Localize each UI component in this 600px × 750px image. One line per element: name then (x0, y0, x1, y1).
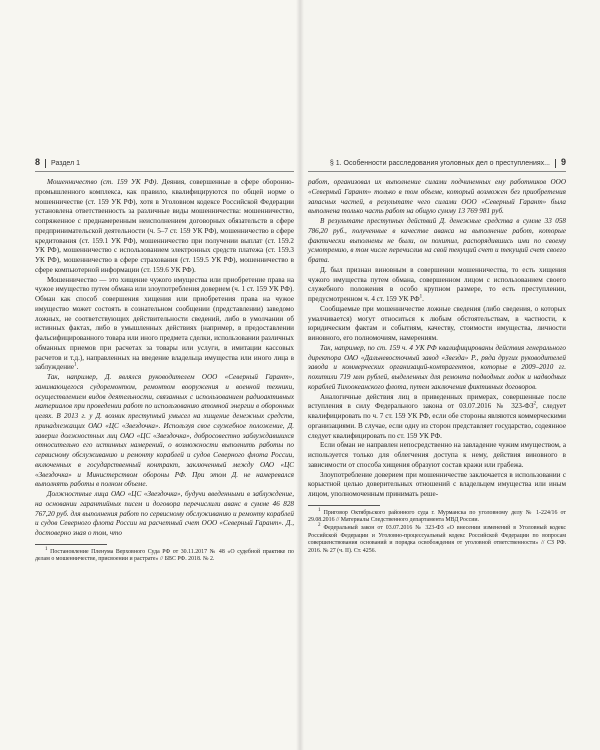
running-head (308, 157, 566, 169)
footnote (308, 507, 566, 525)
text-run: Приговор Октябрьского районного суда г. Мурманска по уголовному делу № 1-224/16 от 29.08.2016 // Материалы Следственного департамента МВД России. (308, 509, 566, 524)
header-separator (555, 159, 556, 168)
footnote-ref: 2 (318, 522, 321, 528)
text-column (35, 178, 294, 564)
paragraph (35, 490, 294, 539)
text-run: Федеральный закон от 03.07.2016 № 323-ФЗ «О внесении изменений в Уголовный кодекс Российской Федерации и Уголовно-процессуальный кодекс Российской Федерации по вопросам совершенствования оснований и порядка освобождения от уголовной ответственности» // СЗ РФ. 2016. № 27 (ч. II). Ст. 4256. (308, 524, 566, 554)
italic-text: Мошенничество (ст. 159 УК РФ). (47, 178, 159, 186)
footnote (35, 546, 294, 564)
footnotes (35, 546, 294, 564)
page-number: 8 (35, 157, 41, 167)
body-text (35, 178, 294, 539)
paragraph (308, 471, 566, 500)
text-run: Сообщаемые при мошенничестве ложные сведения (либо сведения, о которых умалчивается) могут относиться к любым обстоятельствам, в частности, к юридическим фактам и событиям, качеству, стоимости имущества, личности виновного, его полномочиям, намерениям. (308, 304, 566, 342)
text-run: Д. был признан виновным в совершении мошенничества, то есть хищения чужого имущества путем обмана, совершенном лицом с использованием своего служебного положения в особо крупном размере, то есть преступлении, предусмотренном ч. 4 ст. 159 УК РФ (308, 265, 566, 303)
paragraph (35, 373, 294, 490)
page-number: 9 (560, 157, 566, 167)
body-text (308, 178, 566, 500)
paragraph (35, 276, 294, 374)
italic-text: Должностные лица ОАО «ЦС «Звездочка», будучи введенными в заблуждение, на основании гарантийных писем и договора перечислили аванс в сумме 46 828 767,20 руб. для выполнения работ по сервисному обслуживанию и ремонту кораблей и судов Северного флота России на расчетный счет ООО «Северный Гарант». Д., достоверно зная о том, что (35, 490, 294, 537)
text-run: Злоупотребление доверием при мошенничестве заключается в использовании с корыстной целью доверительных отношений с владельцем имущества или иным лицом, уполномоченным принимать реше- (308, 470, 566, 498)
text-run: Если обман не направлен непосредственно на завладение чужим имуществом, а используется только для облегчения доступа к нему, действия виновного в зависимости от способа хищения образуют состав кражи или грабежа. (308, 441, 566, 469)
text-run: Аналогичные действия лиц в приведенных примерах, совершенные после вступления в силу Федерального закона от 03.07.2016 № 323-ФЗ (308, 392, 566, 411)
paragraph (308, 441, 566, 470)
italic-text: Так, например, Д. являлся руководителем ООО «Северный Гарант», занимающегося судоремонтом, ремонтом вооружения и военной техники, осуществлением видов деятельности, связанных с использованием радиоактивных материалов при проведении работ по использованию атомной энергии в оборонных целях. В 2013 г. у Д. возник преступный умысел на хищение денежных средств, принадлежащих ОАО «ЦС «Звездочка». Используя свое служебное положение, Д. заверил должностных лиц ОАО «ЦС «Звездочка», добросовестно заблуждавшихся относительно его истинных намерений, о возможности выполнить работы по сервисному обслуживанию и ремонту кораблей и судов Северного флота России, включенных в государственный контракт, заключенный между ОАО «ЦС «Звездочка» и Министерством обороны РФ. При этом Д. не намеревался выполнять работы в полном объеме. (35, 373, 294, 489)
footnote (308, 522, 566, 555)
paragraph (308, 393, 566, 442)
header-separator (45, 159, 46, 168)
header-rule (35, 171, 294, 172)
header-rule (308, 171, 566, 172)
section-title: Раздел 1 (51, 160, 80, 167)
paragraph (308, 344, 566, 393)
footnote-ref: 1 (45, 546, 48, 552)
section-title: § 1. Особенности расследования уголовных дел о преступлениях... (329, 160, 550, 167)
text-run: . (422, 295, 424, 303)
italic-text: Так, например, по ст. 159 ч. 4 УК РФ квалифицированы действия генерального директора ОАО «Дальневосточный завод «Звезда» Р., ряда других руководителей завода и коммерческих организаций-контрагентов, которые в 2009–2010 гг. похитили 719 млн рублей, выделенных для ремонта подводных лодок и надводных кораблей Тихоокеанского флота, путем заключения фиктивных договоров. (308, 343, 566, 391)
footnote-rule (308, 505, 380, 506)
footnote-ref: 1 (419, 294, 423, 300)
text-run: . (76, 363, 79, 372)
text-run: , следует квалифицировать по ч. 7 ст. 159 УК РФ, если обе стороны являются коммерческими организациями. В случае, если одну из сторон представляет государство, содеянное следует квалифицировать по ст. 159 УК РФ. (308, 402, 566, 440)
paragraph (308, 217, 566, 266)
right-page (300, 0, 600, 750)
italic-text: В результате преступных действий Д. денежные средства в сумме 33 058 786,20 руб., полученные в качестве аванса на выполнение работ, которые фактически выполнены не были, он похитил, распорядившись ими по своему усмотрению, в том числе перечислив на свой текущий счет и текущий счет своего брата. (308, 217, 566, 264)
text-run: Мошенничество — это хищение чужого имущества или приобретение права на чужое имущество путем обмана или злоупотребления доверием (ч. 1 ст. 159 УК РФ). Обман как способ совершения хищения или приобретения права на чужое имущество может состоять в сознательном сообщении (представлении) заведомо ложных, не соответствующих действительности сведений, либо в умолчании об истинных фактах, либо в умышленных действиях (например, в предоставлении фальсифицированного товара или иного предмета сделки, использовании различных обманных приемов при расчетах за товары или услуги, в имитации кассовых расчетов и т.д.), направленных на введение владельца имущества или иного лица в заблуждение (35, 275, 294, 372)
text-run: Постановление Пленума Верховного Суда РФ от 30.11.2017 № 48 «О судебной практике по делам о мошенничестве, присвоении и растрате» // БВС РФ. 2018. № 2. (35, 548, 294, 563)
footnotes (308, 507, 566, 556)
text-column (308, 178, 566, 555)
running-head (35, 157, 294, 169)
footnote-ref: 1 (318, 507, 321, 513)
footnote-rule (35, 544, 107, 545)
paragraph (308, 266, 566, 305)
text-run: Деяния, совершенные в сфере оборонно-промышленного комплекса, как правило, квалифицируются по общей норме о мошенничестве (ст. 159 УК РФ), хотя в Уголовном кодексе Российской Федерации установлена ответственность за различные виды мошенничества: мошенничество, сопряженное с преднамеренным неисполнением договорных обязательств в сфере предпринимательской деятельности (ч. 5–7 ст. 159 УК РФ), мошенничество в сфере кредитования (ст. 159.1 УК РФ), мошенничество при получении выплат (ст. 159.2 УК РФ), мошенничество с использованием электронных средств платежа (ст. 159.3 УК РФ), мошенничество в сфере страхования (ст. 159.5 УК РФ), мошенничество в сфере компьютерной информации (ст. 159.6 УК РФ). (35, 178, 294, 274)
paragraph (308, 178, 566, 217)
paragraph (308, 305, 566, 344)
footnote-ref: 1 (74, 362, 77, 368)
italic-text: работ, организовал их выполнение силами подчиненных ему работников ООО «Северный Гарант» только в том объеме, который возможен без приобретения запасных частей, в результате чего силами ООО «Северный Гарант» была выполнена только часть работ на общую сумму 13 769 981 руб. (308, 178, 566, 216)
footnote-ref: 2 (533, 401, 537, 407)
paragraph (35, 178, 294, 276)
